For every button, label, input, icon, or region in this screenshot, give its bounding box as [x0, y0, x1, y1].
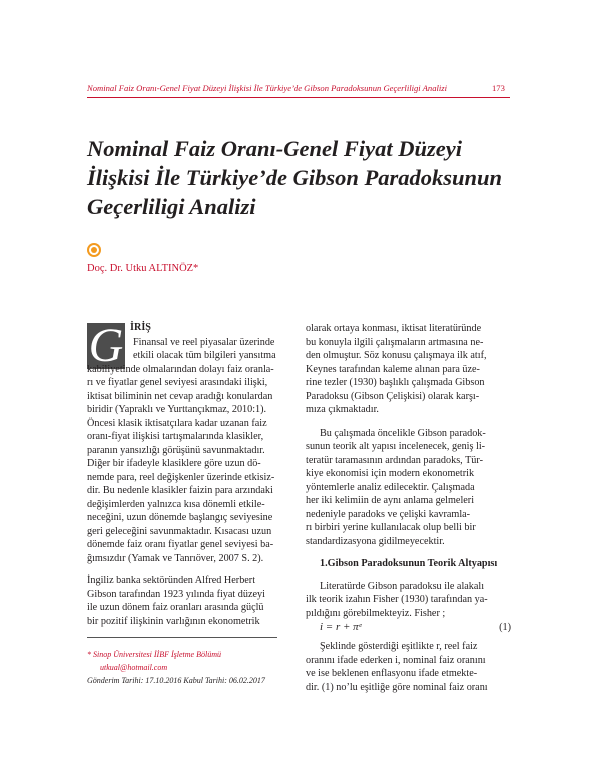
footnote-rule: [87, 637, 277, 638]
text-line: bu konuyla ilgili çalışmaların artmasına ne-: [306, 336, 484, 348]
text-line: Gibson tarafından 1923 yılında fiyat düzeyi: [87, 588, 265, 600]
text-line: dönemde faiz oranı fiyatlar genel seviyesi ba-: [87, 539, 274, 550]
text-line: oranı-fiyat ilişkisi tartışmalarında klasikler,: [87, 431, 264, 442]
text-line: den olmuştur. Söz konusu çalışmaya ilk atıf,: [306, 350, 487, 361]
text-line: pıldığını görebilmekteyiz. Fisher ;: [306, 607, 446, 619]
text-line: olarak ortaya konması, iktisat literatüründe: [306, 323, 482, 334]
text-line: Öncesi klasik iktisatçılara kadar uzanan faiz: [87, 417, 267, 429]
title-line-2: İlişkisi İle Türkiye’de Gibson Paradoksunun: [87, 165, 503, 190]
text-line: ilk teorik izahın Fisher (1930) tarafından ya-: [306, 594, 488, 605]
text-line: sunun teorik alt yapısı incelenecek, geniş li-: [306, 441, 486, 452]
text-line: paranın yansızlığı görüşünü savunmaktadır.: [87, 444, 265, 456]
text-line: rine tezler (1930) başlıklı çalışmada Gibson: [306, 377, 485, 388]
text-line: standardizasyona gidilmeyecektir.: [306, 535, 445, 547]
text-line: geri geleceğini savunmaktadır. Kısacası uzun: [87, 525, 272, 537]
target-icon: [87, 243, 101, 257]
text-line: ğımsızdır (Yamak ve Tanrıöver, 2007 S. 2).: [87, 552, 264, 564]
page-number: 173: [492, 83, 505, 93]
intro-block: [87, 336, 287, 363]
right-column: [306, 322, 511, 694]
text-line: nedeniyle paradoks ve çelişki kavramla-: [306, 508, 471, 520]
title-line-3: Geçerliligi Analizi: [87, 194, 256, 219]
text-line: dir. Bu nedenle klasikler faizin para arzındaki: [87, 485, 273, 496]
text-line: bir pozitif ilişkinin varlığının ekonometrik: [87, 615, 260, 627]
footnote-email[interactable]: utkual@hotmail.com: [100, 663, 168, 672]
text-line: her iki kelimiin de aynı anlama gelmeleri: [306, 495, 475, 506]
text-line: mıza çıkmaktadır.: [306, 404, 379, 415]
section-heading: 1.Gibson Paradoksunun Teorik Altyapısı: [320, 558, 498, 569]
running-title: Nominal Faiz Oranı-Genel Fiyat Düzeyi İlişkisi İle Türkiye’de Gibson Paradoksunun Geçerliligi Analizi: [87, 83, 448, 93]
text-line: Diğer bir ifadeyle klasiklere göre uzun dö-: [87, 458, 261, 469]
left-column: [87, 319, 287, 628]
text-line: kabiliyetinde olmalarından dolayı faiz oranla-: [87, 363, 274, 375]
text-line: yöntemlerle analiz edilecektir. Çalışmada: [306, 481, 475, 493]
text-line: neceğini, uzun dönemde başlangıç seviyesine: [87, 512, 273, 523]
equation: i = r + πᵉ: [320, 621, 362, 633]
text-line: biridir (Yapraklı ve Yurttançıkmaz, 2010:1).: [87, 404, 267, 415]
equation-number: (1): [499, 622, 511, 633]
text-line: teratür taramasının ardından paradoks, Tür-: [306, 454, 483, 466]
text-line: Keynes tarafından kaleme alınan para üze-: [306, 363, 480, 375]
text-line: ile uzun dönem faiz oranları arasında güçlü: [87, 602, 264, 613]
text-line: rı ve fiyatlar genel seviyesi arasındaki ilişki,: [87, 377, 268, 388]
text-line: etkili olacak tüm bilgileri yansıtma: [133, 350, 276, 361]
text-line: Bu çalışmada öncelikle Gibson paradok-: [320, 427, 486, 439]
text-line: oranını ifade ederken i, nominal faiz oranını: [306, 654, 486, 666]
text-line: kiye ekonomisi için modern ekonometrik: [306, 468, 475, 479]
footnote-dates: Gönderim Tarihi: 17.10.2016 Kabul Tarihi: 06.02.2017: [87, 676, 265, 685]
article-title: [87, 134, 527, 221]
text-line: Literatürde Gibson paradoksu ile alakalı: [320, 580, 485, 592]
text-line: Paradoksu (Gibson Çelişkisi) olarak karşı-: [306, 390, 480, 402]
header-rule: [87, 97, 510, 98]
text-line: Şeklinde gösterdiği eşitlikte r, reel faiz: [320, 641, 478, 652]
drop-cap: G: [88, 319, 124, 372]
title-line-1: Nominal Faiz Oranı-Genel Fiyat Düzeyi: [87, 136, 463, 161]
footnote-affiliation: * Sinop Üniversitesi İİBF İşletme Bölümü: [87, 650, 221, 659]
text-line: nemde para, reel değişkenler üzerinde etkisiz-: [87, 471, 275, 483]
text-line: ve ise beklenen enflasyonu ifade etmekte-: [306, 668, 478, 679]
text-line: Finansal ve reel piyasalar üzerinde: [133, 336, 275, 348]
author-name: Doç. Dr. Utku ALTINÖZ*: [87, 263, 199, 274]
section-label: İRİŞ: [130, 322, 151, 333]
equation-row: [306, 620, 511, 636]
text-line: iktisat biliminin net cevap aradığı konulardan: [87, 390, 273, 402]
text-line: rı birbiri yerine kullanılacak olup belli bir: [306, 522, 476, 533]
text-line: dir. (1) no’lu eşitliğe göre nominal faiz oranı: [306, 681, 488, 693]
text-line: İngiliz banka sektöründen Alfred Herbert: [87, 575, 256, 586]
text-line: değişimlerden yalnızca kısa dönemli etkile-: [87, 498, 265, 510]
